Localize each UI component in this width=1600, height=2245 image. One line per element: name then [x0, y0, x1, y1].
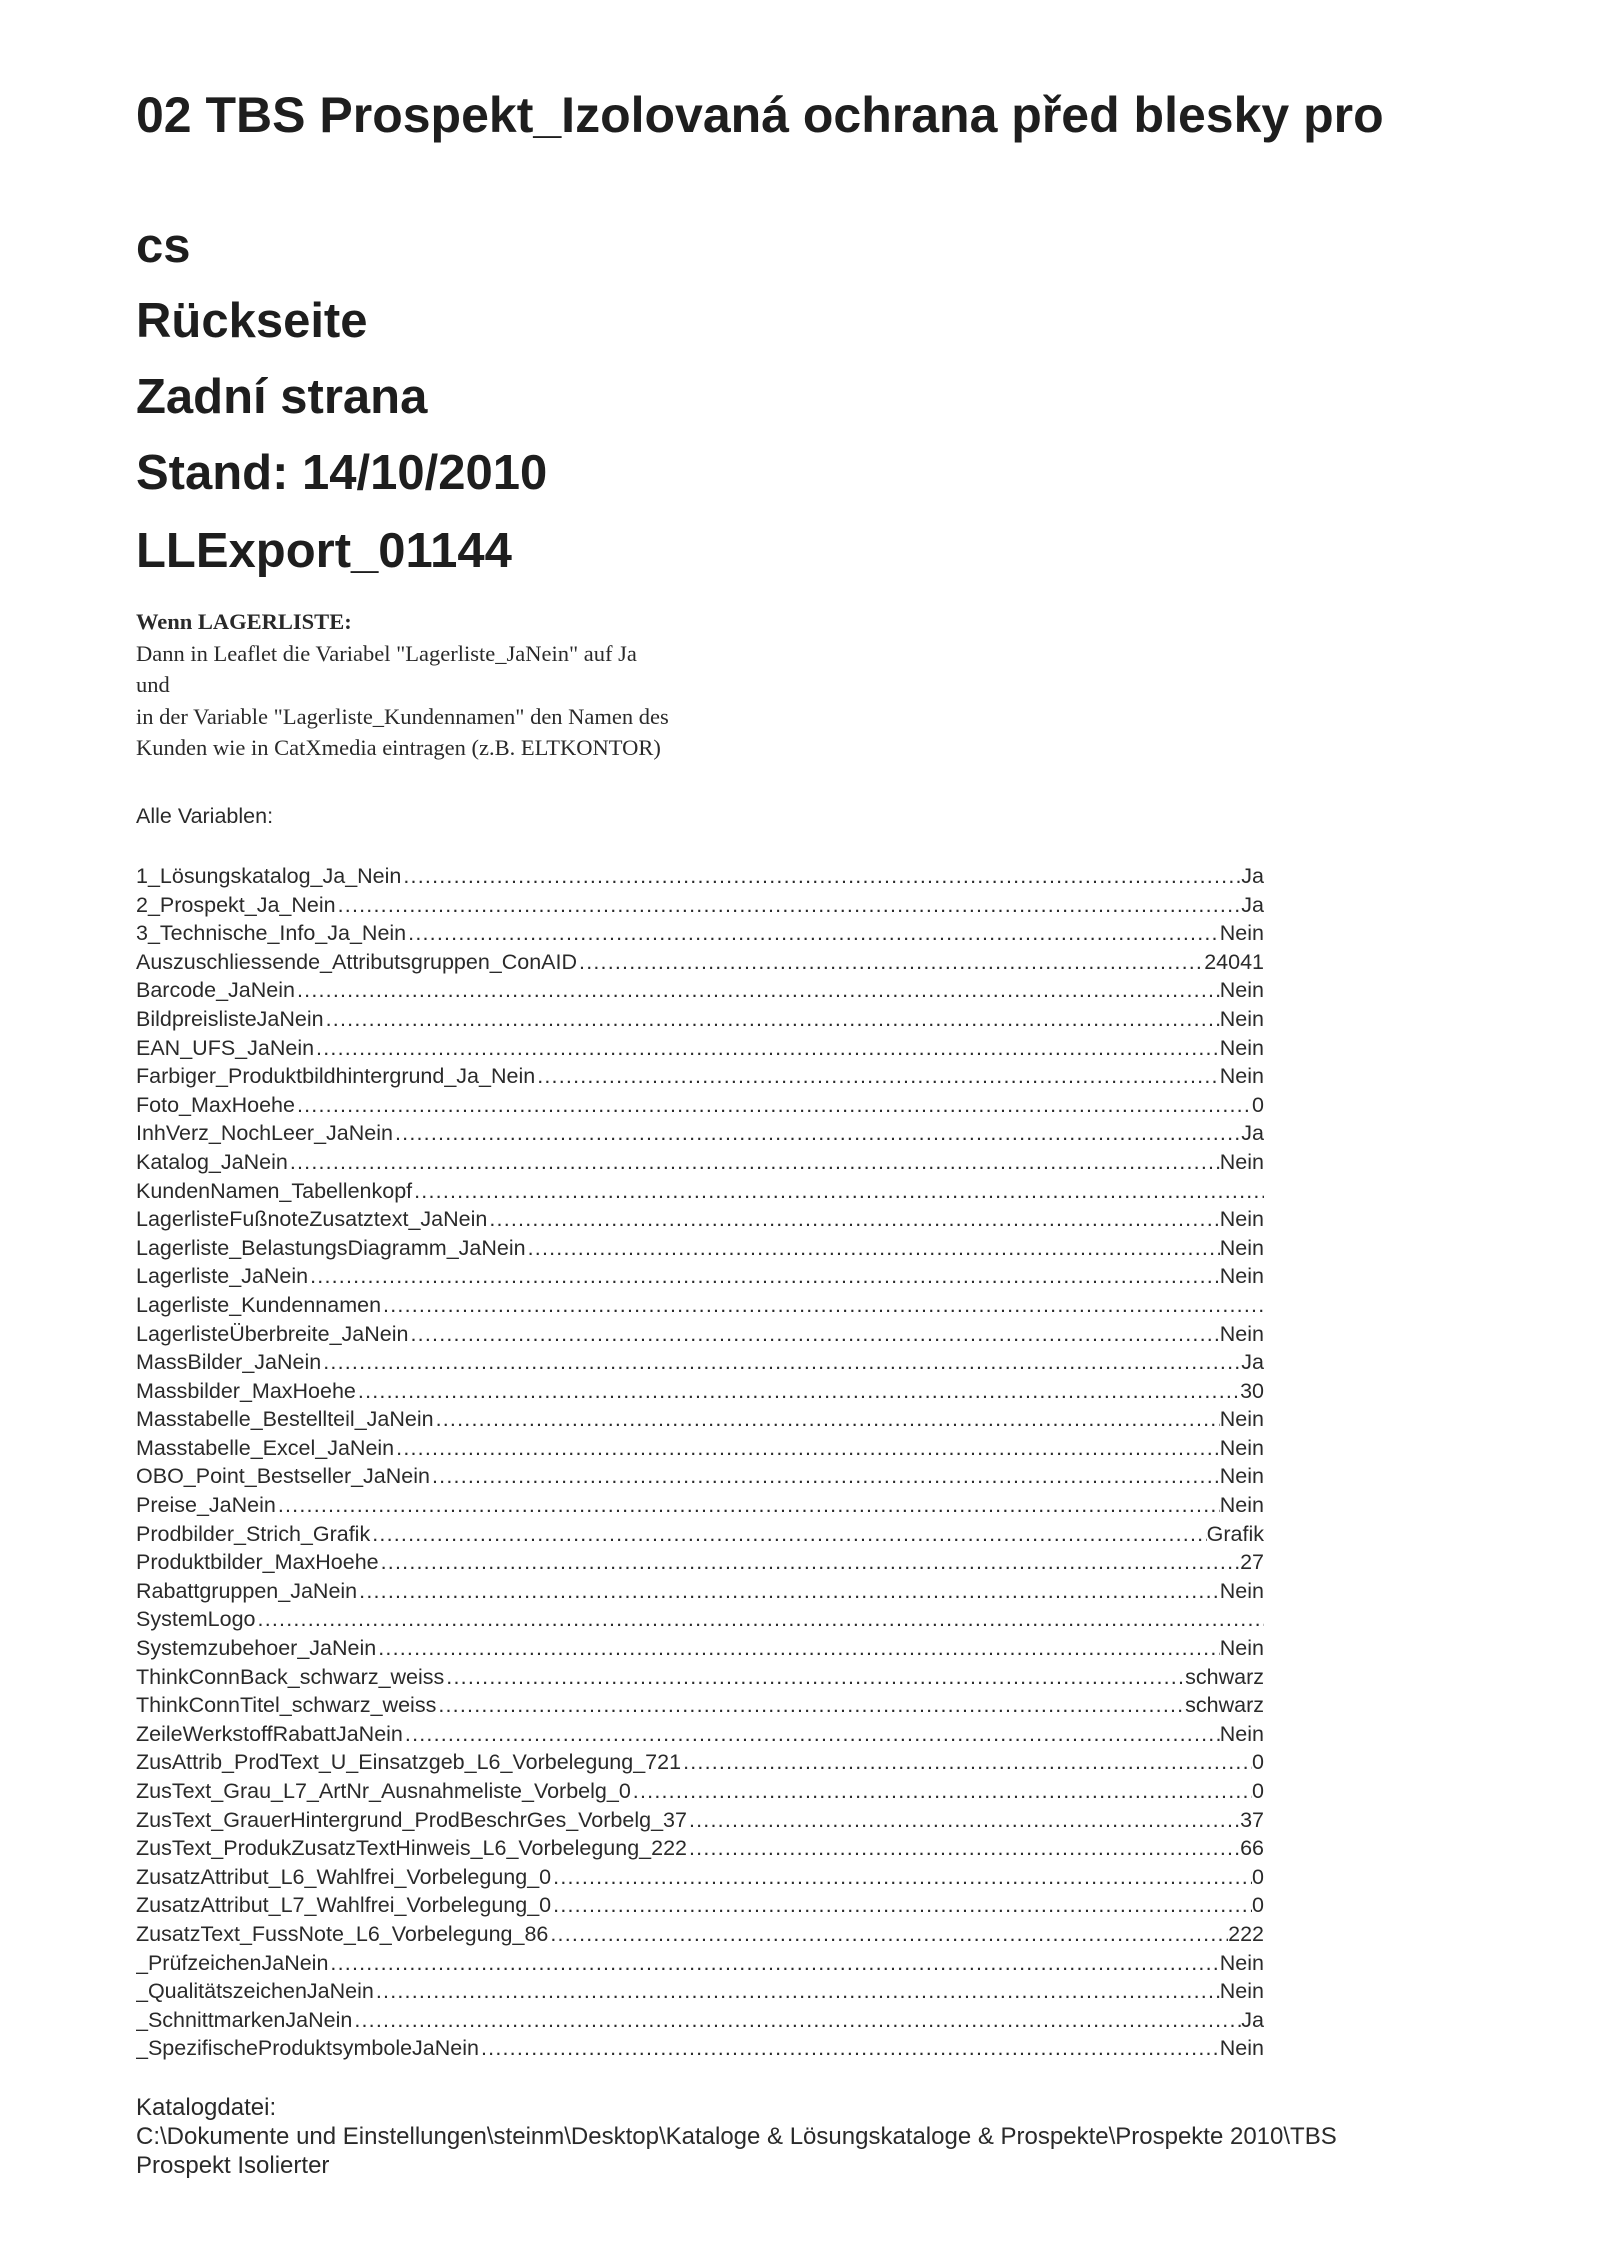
dot-leader: [535, 1062, 1220, 1091]
variable-value: Nein: [1219, 921, 1264, 946]
variable-row: [136, 1863, 1264, 1892]
variable-row: [136, 1148, 1264, 1177]
variable-row: [136, 1348, 1264, 1377]
variable-row: [136, 1005, 1264, 1034]
variable-name: OBO_Point_Bestseller_JaNein: [136, 1464, 430, 1489]
variable-value: 0: [1252, 1092, 1264, 1117]
variable-name: MassBilder_JaNein: [136, 1350, 322, 1375]
variable-value: Nein: [1219, 1464, 1264, 1489]
variable-value: Nein: [1219, 1950, 1264, 1975]
variable-name: LagerlisteFußnoteZusatztext_JaNein: [136, 1207, 488, 1232]
variable-value: Nein: [1219, 1207, 1264, 1232]
dot-leader: [336, 891, 1242, 920]
dot-leader: [376, 1634, 1220, 1663]
dot-leader: [436, 1691, 1185, 1720]
lagerliste-note: [136, 606, 669, 764]
variable-row: [136, 1234, 1264, 1263]
dot-leader: [409, 1320, 1220, 1349]
variable-name: InhVerz_NochLeer_JaNein: [136, 1121, 393, 1146]
variable-row: [136, 1091, 1264, 1120]
variable-name: Lagerliste_BelastungsDiagramm_JaNein: [136, 1235, 526, 1260]
variable-name: Rabattgruppen_JaNein: [136, 1578, 358, 1603]
variable-name: Produktbilder_MaxHoehe: [136, 1550, 379, 1575]
variable-value: Grafik: [1206, 1521, 1264, 1546]
variable-row: [136, 1119, 1264, 1148]
variable-row: [136, 1520, 1264, 1549]
variable-name: ZeileWerkstoffRabattJaNein: [136, 1721, 403, 1746]
variable-row: [136, 1691, 1264, 1720]
variable-name: ZusatzText_FussNote_L6_Vorbelegung_86: [136, 1921, 549, 1946]
variable-value: Nein: [1219, 1149, 1264, 1174]
variable-name: 1_Lösungskatalog_Ja_Nein: [136, 864, 402, 888]
dot-leader: [412, 1177, 1264, 1206]
variable-value: Ja: [1241, 1121, 1264, 1146]
variable-row: [136, 948, 1264, 977]
variable-row: [136, 1748, 1264, 1777]
variable-row: [136, 1462, 1264, 1491]
dot-leader: [526, 1234, 1220, 1263]
dot-leader: [403, 1720, 1220, 1749]
dot-leader: [276, 1491, 1220, 1520]
variable-name: ZusText_GrauerHintergrund_ProdBeschrGes_Vorbelg_37: [136, 1807, 687, 1832]
variable-row: [136, 1977, 1264, 2006]
back-side-label-de: Rückseite: [136, 294, 368, 348]
dot-leader: [288, 1148, 1220, 1177]
variable-name: SystemLogo: [136, 1607, 256, 1632]
variable-row: [136, 1949, 1264, 1978]
variable-value: 30: [1240, 1378, 1264, 1403]
variable-row: [136, 891, 1264, 920]
dot-leader: [324, 1005, 1220, 1034]
dot-leader: [687, 1834, 1240, 1863]
variable-name: Lagerliste_JaNein: [136, 1264, 309, 1289]
variable-value: 0: [1252, 1864, 1264, 1889]
dot-leader: [321, 1348, 1241, 1377]
variable-name: ZusText_ProdukZusatzTextHinweis_L6_Vorbelegung_222: [136, 1836, 687, 1861]
variable-row: [136, 1777, 1264, 1806]
variable-value: Nein: [1219, 1264, 1264, 1289]
variable-value: Ja: [1241, 1350, 1264, 1375]
variable-row: [136, 1405, 1264, 1434]
variable-value: Nein: [1219, 1321, 1264, 1346]
variable-row: [136, 1205, 1264, 1234]
variable-row: [136, 862, 1264, 891]
variable-name: EAN_UFS_JaNein: [136, 1035, 315, 1060]
variable-value: Nein: [1219, 1407, 1264, 1432]
variable-value: Ja: [1241, 892, 1264, 917]
variable-value: Nein: [1219, 1006, 1264, 1031]
back-side-label-cs: Zadní strana: [136, 370, 428, 424]
variable-name: BildpreislisteJaNein: [136, 1006, 324, 1031]
dot-leader: [308, 1262, 1220, 1291]
variable-value: 27: [1240, 1550, 1264, 1575]
dot-leader: [328, 1949, 1219, 1978]
variable-name: _SpezifischeProduktsymboleJaNein: [136, 2036, 479, 2061]
variable-value: 222: [1228, 1921, 1264, 1946]
dot-leader: [551, 1863, 1252, 1892]
variable-row: [136, 1920, 1264, 1949]
variable-value: Nein: [1219, 1435, 1264, 1460]
dot-leader: [401, 862, 1241, 891]
variables-label: Alle Variablen:: [136, 804, 274, 828]
variable-value: 37: [1240, 1807, 1264, 1832]
variable-value: Ja: [1241, 2007, 1264, 2032]
variable-row: [136, 2034, 1264, 2063]
variable-value: Nein: [1219, 1636, 1264, 1661]
dot-leader: [487, 1205, 1219, 1234]
dot-leader: [394, 1434, 1220, 1463]
dot-leader: [577, 948, 1204, 977]
variable-name: Farbiger_Produktbildhintergrund_Ja_Nein: [136, 1064, 536, 1089]
variable-value: Nein: [1219, 2036, 1264, 2061]
variable-row: [136, 1377, 1264, 1406]
variable-value: 66: [1240, 1836, 1264, 1861]
note-line: in der Variable "Lagerliste_Kundennamen" den Namen des: [136, 703, 669, 729]
variable-name: ThinkConnTitel_schwarz_weiss: [136, 1693, 437, 1718]
variable-name: Massbilder_MaxHoehe: [136, 1378, 356, 1403]
dot-leader: [370, 1520, 1206, 1549]
variable-row: [136, 1634, 1264, 1663]
variable-row: [136, 1262, 1264, 1291]
variable-name: Auszuschliessende_Attributsgruppen_ConAID: [136, 949, 578, 974]
dot-leader: [295, 1091, 1252, 1120]
variable-row: [136, 1320, 1264, 1349]
variable-name: KundenNamen_Tabellenkopf: [136, 1178, 413, 1203]
variable-row: [136, 2006, 1264, 2035]
dot-leader: [548, 1920, 1228, 1949]
variable-name: Lagerliste_Kundennamen: [136, 1292, 382, 1317]
variable-name: Masstabelle_Bestellteil_JaNein: [136, 1407, 434, 1432]
note-line: Dann in Leaflet die Variabel "Lagerliste_JaNein" auf Ja: [136, 640, 637, 666]
dot-leader: [381, 1291, 1264, 1320]
variable-name: Systemzubehoer_JaNein: [136, 1636, 377, 1661]
dot-leader: [314, 1034, 1220, 1063]
variable-row: [136, 919, 1264, 948]
catalog-file: [136, 2093, 1536, 2180]
catalog-label: Katalogdatei:: [136, 2094, 277, 2121]
dot-leader: [393, 1119, 1241, 1148]
variable-value: Nein: [1219, 1578, 1264, 1603]
dot-leader: [352, 2006, 1241, 2035]
variable-row: [136, 1062, 1264, 1091]
variable-value: Nein: [1219, 1721, 1264, 1746]
variable-name: _PrüfzeichenJaNein: [136, 1950, 329, 1975]
stand-date: Stand: 14/10/2010: [136, 446, 548, 500]
variable-name: LagerlisteÜberbreite_JaNein: [136, 1321, 409, 1346]
note-heading: Wenn LAGERLISTE:: [136, 609, 352, 634]
variable-value: Nein: [1219, 1979, 1264, 2004]
dot-leader: [406, 919, 1220, 948]
variable-name: _QualitätszeichenJaNein: [136, 1979, 374, 2004]
variable-row: [136, 1434, 1264, 1463]
variable-row: [136, 1548, 1264, 1577]
note-line: und: [136, 672, 170, 697]
variable-value: Nein: [1219, 1035, 1264, 1060]
language-code: cs: [136, 219, 191, 273]
variable-name: ZusatzAttribut_L6_Wahlfrei_Vorbelegung_0: [136, 1864, 552, 1889]
variable-name: Barcode_JaNein: [136, 978, 295, 1003]
variable-value: schwarz: [1185, 1664, 1264, 1689]
variable-row: [136, 1605, 1264, 1634]
variable-row: [136, 1834, 1264, 1863]
variable-value: Ja: [1241, 864, 1264, 888]
variable-name: 2_Prospekt_Ja_Nein: [136, 892, 336, 917]
variable-value: Nein: [1219, 1235, 1264, 1260]
dot-leader: [681, 1748, 1252, 1777]
variable-name: ZusText_Grau_L7_ArtNr_Ausnahmeliste_Vorbelg_0: [136, 1779, 631, 1803]
variable-row: [136, 976, 1264, 1005]
dot-leader: [687, 1806, 1240, 1835]
variable-row: [136, 1577, 1264, 1606]
variable-value: 0: [1252, 1893, 1264, 1918]
variable-name: ZusAttrib_ProdText_U_Einsatzgeb_L6_Vorbelegung_721: [136, 1750, 682, 1775]
variable-row: [136, 1720, 1264, 1749]
variable-name: Masstabelle_Excel_JaNein: [136, 1435, 395, 1460]
variable-name: Preise_JaNein: [136, 1493, 276, 1518]
catalog-path-line: C:\Dokumente und Einstellungen\steinm\Desktop\Kataloge & Lösungskataloge & Prospekte\Prospekte 2010\TBS: [136, 2123, 1337, 2150]
variable-name: _SchnittmarkenJaNein: [136, 2007, 353, 2032]
variable-name: ZusatzAttribut_L7_Wahlfrei_Vorbelegung_0: [136, 1893, 552, 1918]
dot-leader: [479, 2034, 1220, 2063]
variable-name: Foto_MaxHoehe: [136, 1092, 295, 1117]
variable-row: [136, 1291, 1264, 1320]
variable-row: [136, 1891, 1264, 1920]
dot-leader: [430, 1462, 1220, 1491]
dot-leader: [295, 976, 1220, 1005]
variable-value: Nein: [1219, 1493, 1264, 1518]
variables-list: [136, 862, 1264, 2063]
variable-row: [136, 1806, 1264, 1835]
catalog-path-line: Prospekt Isolierter: [136, 2152, 330, 2179]
variable-name: Katalog_JaNein: [136, 1149, 288, 1174]
dot-leader: [357, 1577, 1220, 1606]
variable-value: 0: [1252, 1779, 1264, 1803]
document-title: 02 TBS Prospekt_Izolovaná ochrana před blesky pro: [136, 87, 1384, 143]
variable-value: 0: [1252, 1750, 1264, 1775]
variable-name: ThinkConnBack_schwarz_weiss: [136, 1664, 445, 1689]
export-id: LLExport_01144: [136, 524, 512, 578]
note-line: Kunden wie in CatXmedia eintragen (z.B. ELTKONTOR): [136, 735, 661, 760]
variable-row: [136, 1177, 1264, 1206]
dot-leader: [374, 1977, 1220, 2006]
variable-name: 3_Technische_Info_Ja_Nein: [136, 921, 407, 946]
dot-leader: [551, 1891, 1252, 1920]
variable-row: [136, 1034, 1264, 1063]
dot-leader: [434, 1405, 1220, 1434]
variable-value: Nein: [1219, 1064, 1264, 1089]
dot-leader: [379, 1548, 1240, 1577]
dot-leader: [256, 1605, 1264, 1634]
dot-leader: [631, 1777, 1252, 1806]
variable-value: Nein: [1219, 978, 1264, 1003]
dot-leader: [444, 1663, 1185, 1692]
variable-value: schwarz: [1185, 1693, 1264, 1718]
dot-leader: [356, 1377, 1240, 1406]
variable-row: [136, 1491, 1264, 1520]
variable-row: [136, 1663, 1264, 1692]
variable-name: Prodbilder_Strich_Grafik: [136, 1521, 371, 1546]
variable-value: 24041: [1204, 949, 1264, 974]
